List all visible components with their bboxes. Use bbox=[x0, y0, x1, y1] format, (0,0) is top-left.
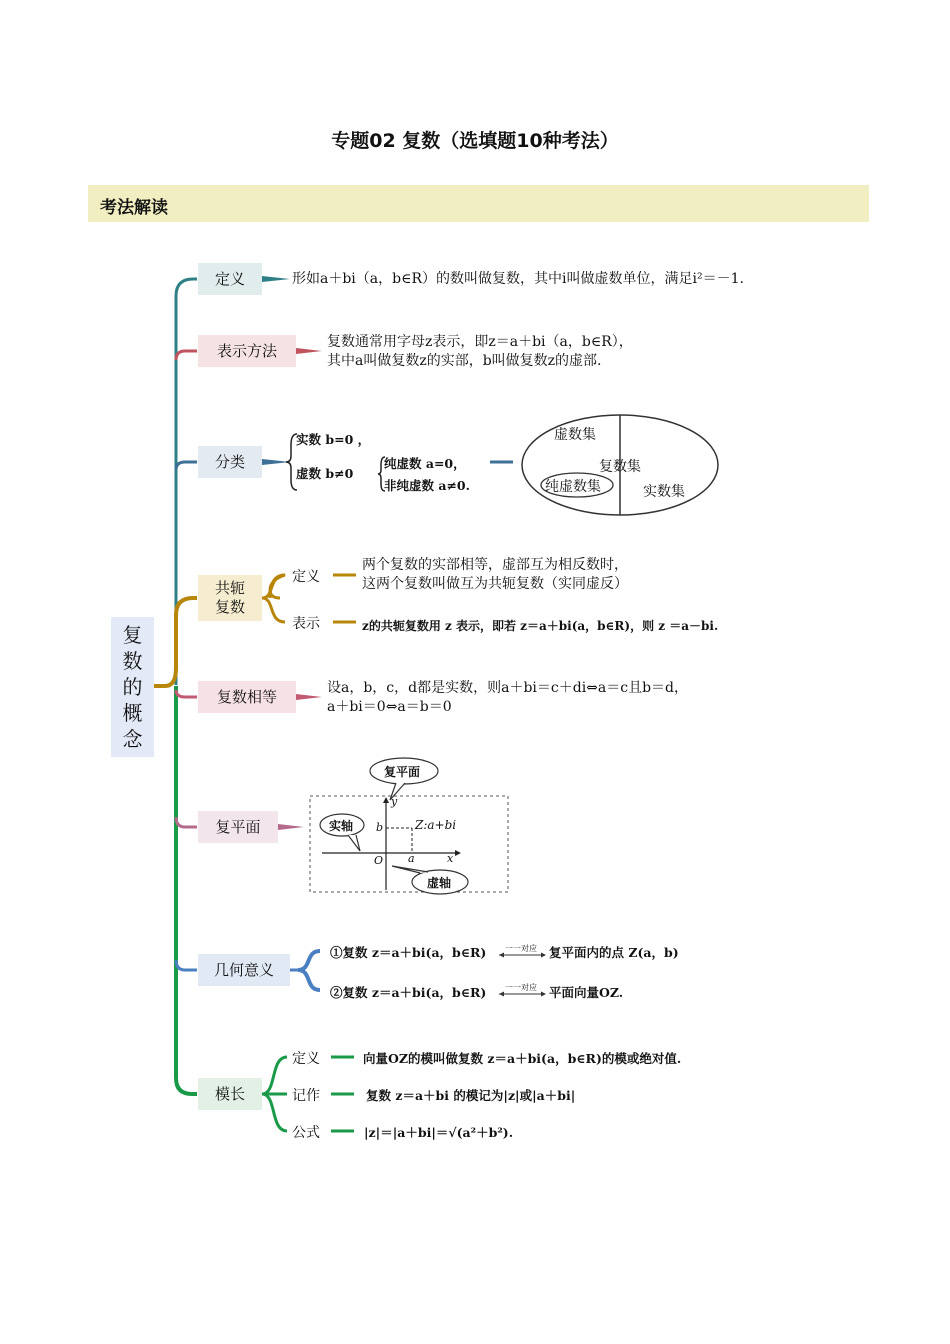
plane-callout-imag: 虚轴 bbox=[427, 876, 452, 890]
arrow-equality bbox=[296, 694, 322, 700]
arrow-definition bbox=[262, 276, 290, 282]
node-modulus: 模长 bbox=[198, 1078, 262, 1110]
node-geometry: 几何意义 bbox=[198, 954, 290, 986]
root-char: 数 bbox=[122, 649, 143, 673]
branch-plane bbox=[176, 817, 197, 827]
node-definition: 定义 bbox=[198, 263, 262, 295]
class-real: 实数 b=0 ， bbox=[296, 432, 371, 447]
root-char: 的 bbox=[122, 675, 143, 699]
node-equality: 复数相等 bbox=[198, 681, 296, 713]
branch-equality bbox=[176, 690, 197, 697]
arrow-plane bbox=[278, 824, 304, 830]
plane-point-label: Z:a+bi bbox=[415, 818, 457, 832]
modulus-note-label: 记作 bbox=[292, 1088, 320, 1104]
representation-line-2: 其中a叫做复数z的实部，b叫做复数z的虚部. bbox=[327, 353, 602, 369]
equality-line-1: 设a，b，c，d都是实数，则a＋bi＝c＋di⇔a＝c且b＝d， bbox=[327, 680, 689, 696]
plane-callout-real: 实轴 bbox=[329, 819, 354, 833]
class-pure: 纯虚数 a=0， bbox=[384, 456, 466, 471]
arrow-representation bbox=[296, 348, 322, 354]
section-banner bbox=[88, 185, 869, 222]
modulus-note-text: 复数 z＝a＋bi 的模记为|z|或|a＋bi| bbox=[366, 1088, 576, 1103]
arrow-classification bbox=[262, 459, 290, 465]
modulus-def-label: 定义 bbox=[292, 1051, 320, 1067]
venn-pure-label: 纯虚数集 bbox=[545, 479, 601, 495]
class-nonpure: 非纯虚数 a≠0. bbox=[384, 478, 470, 493]
definition-text: 形如a＋bi（a，b∈R）的数叫做复数，其中i叫做虚数单位，满足i²＝－1. bbox=[292, 271, 744, 287]
conjugate-rep-text: z的共轭复数用 z 表示，即若 z＝a＋bi(a，b∈R)，则 z ＝a－bi. bbox=[362, 619, 719, 633]
geometry-line1-right: 复平面内的点 Z(a，b) bbox=[549, 945, 679, 960]
conjugate-def-line-1: 两个复数的实部相等，虚部互为相反数时， bbox=[362, 557, 628, 573]
plane-origin: O bbox=[374, 854, 384, 867]
class-imag: 虚数 b≠0 bbox=[296, 466, 354, 481]
representation-line-1: 复数通常用字母z表示，即z＝a＋bi（a，b∈R）， bbox=[327, 334, 633, 350]
mod-brace-top bbox=[262, 1057, 287, 1094]
geometry-arrow-text-2: 一一对应 bbox=[505, 983, 537, 992]
conjugate-rep-label: 表示 bbox=[292, 616, 320, 632]
node-conjugate bbox=[198, 575, 262, 621]
trunk-definition bbox=[176, 279, 197, 685]
venn-imag-label: 虚数集 bbox=[554, 427, 596, 443]
venn-real-label: 实数集 bbox=[643, 484, 685, 500]
plane-axis-x: x bbox=[447, 852, 454, 865]
root-node bbox=[111, 617, 154, 757]
page-title: 专题02 复数（选填题10种考法） bbox=[331, 130, 619, 152]
conj-brace-top bbox=[262, 575, 285, 598]
mod-brace-bottom bbox=[262, 1094, 287, 1131]
modulus-formula-label: 公式 bbox=[292, 1125, 320, 1141]
venn-complex-label: 复数集 bbox=[599, 459, 641, 475]
section-title: 考法解读 bbox=[100, 198, 168, 218]
geometry-line2-left: ②复数 z＝a＋bi(a，b∈R) bbox=[330, 985, 487, 1000]
branch-geometry bbox=[176, 960, 197, 970]
modulus-def-text: 向量OZ的模叫做复数 z＝a＋bi(a，b∈R)的模或绝对值. bbox=[363, 1051, 682, 1066]
plane-frame bbox=[310, 796, 508, 892]
root-char: 念 bbox=[122, 727, 143, 751]
geometry-brace bbox=[298, 951, 320, 990]
branch-conjugate bbox=[154, 598, 197, 686]
equality-line-2: a＋bi＝0⇔a＝b＝0 bbox=[327, 699, 452, 715]
plane-axis-y: y bbox=[391, 795, 398, 808]
conjugate-def-label: 定义 bbox=[292, 569, 320, 585]
conjugate-label-2: 复数 bbox=[214, 598, 245, 616]
geometry-arrow-text-1: 一一对应 bbox=[505, 944, 537, 953]
modulus-formula-text: |z|＝|a＋bi|＝√(a²＋b²). bbox=[364, 1125, 514, 1140]
node-classification: 分类 bbox=[198, 446, 262, 478]
geometry-line1-left: ①复数 z＝a＋bi(a，b∈R) bbox=[330, 945, 487, 960]
branch-representation bbox=[176, 351, 197, 360]
branch-classification bbox=[176, 462, 197, 470]
root-char: 复 bbox=[122, 623, 143, 647]
plane-tick-b: b bbox=[376, 821, 384, 834]
plane-tick-a: a bbox=[408, 852, 415, 865]
conjugate-label-1: 共轭 bbox=[214, 579, 245, 598]
trunk-green bbox=[176, 686, 197, 1094]
node-representation: 表示方法 bbox=[198, 335, 296, 367]
root-char: 概 bbox=[122, 701, 143, 725]
node-plane: 复平面 bbox=[198, 811, 278, 843]
conj-brace-bottom bbox=[262, 598, 285, 622]
conjugate-def-line-2: 这两个复数叫做互为共轭复数（实同虚反） bbox=[362, 576, 628, 592]
geometry-line2-right: 平面向量OZ. bbox=[549, 985, 624, 1000]
plane-callout-top: 复平面 bbox=[384, 765, 421, 779]
